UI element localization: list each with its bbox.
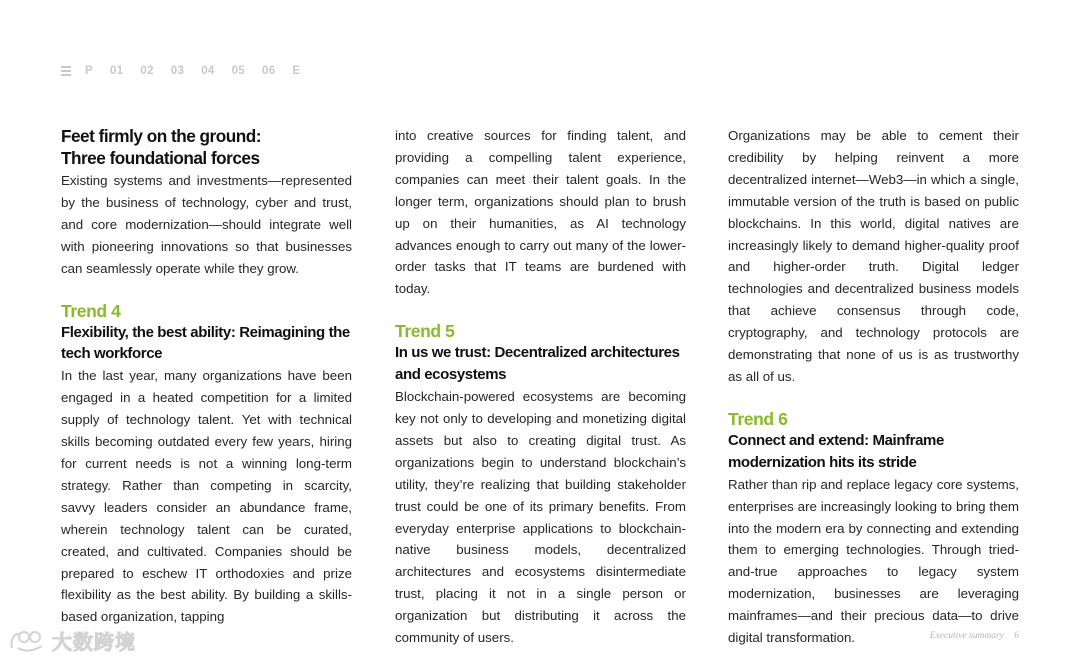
menu-icon[interactable] [61,66,71,76]
trend5-label: Trend 5 [395,321,455,342]
column-2 [395,125,686,649]
page-nav [61,65,317,77]
column-3 [728,125,1019,649]
nav-item-02[interactable]: 02 [140,65,154,77]
trend4-title: Flexibility, the best ability: Reimagining the tech workforce [61,323,350,363]
section-title-line2: Three foundational forces [61,148,260,168]
nav-item-05[interactable]: 05 [231,65,246,77]
nav-item-prologue[interactable]: P [85,65,93,77]
intro-paragraph: Existing systems and investments—represented by the business of technology, cyber and trust, and core modernization—should integrate well with pioneering innovations so that businesses can seamlessly operate while they grow. [61,173,352,276]
nav-item-01[interactable]: 01 [109,65,124,77]
trend5-title: In us we trust: Decentralized architectures and ecosystems [395,344,680,384]
watermark [8,626,136,655]
page-number: 6 [1014,631,1019,641]
section-title-line1: Feet firmly on the ground: [61,126,261,146]
nav-item-04[interactable]: 04 [201,65,215,77]
trend4-paragraph: In the last year, many organizations have been engaged in a heated competition for a limited supply of technology talent. Yet with technical skills becoming outdated every few years, hiring for current needs is not a winning long-term strategy. Rather than competing in scarcity, savvy leaders consider an abundance frame, wherein technology talent can be curated, created, and cultivated. Companies should be prepared to eschew IT orthodoxies and prize flexibility as the best ability. By building a skills-based organization, tapping [61,368,352,625]
watermark-logo-icon [8,628,48,654]
footer-section-name: Executive summary [929,631,1004,641]
trend4-label: Trend 4 [61,300,121,321]
nav-item-epilogue[interactable]: E [292,65,301,77]
watermark-text: 大数跨境 [52,630,136,654]
trend5-paragraph-continued: Organizations may be able to cement their credibility by helping reinvent a more decentralized internet—Web3—in which a single, immutable version of the truth is based on public blockchains. In this world, digital natives are increasingly likely to demand higher-quality proof and higher-order truth. Digital ledger technologies and decentralized business models that achieve consensus through code, cryptography, and technology protocols are demonstrating that none of us is as trustworthy as all of us. [728,128,1019,384]
page-footer [930,631,1019,641]
column-1 [61,125,352,628]
nav-item-03[interactable]: 03 [170,65,185,77]
trend6-title: Connect and extend: Mainframe modernization hits its stride [728,431,944,471]
trend6-label: Trend 6 [728,408,788,429]
nav-item-06[interactable]: 06 [262,65,276,77]
section-title [61,125,352,169]
trend5-paragraph: Blockchain-powered ecosystems are becoming key not only to developing and monetizing digital assets but also to creating digital trust. As organizations begin to understand blockchain’s utility, they’re realizing that building stakeholder trust could be one of its primary benefits. From everyday enterprise applications to blockchain-native business models, decentralized architectures and ecosystems disintermediate trust, placing it not in a single person or organization but distributing it across the community of users. [395,389,686,646]
trend4-paragraph-continued: into creative sources for finding talent, and providing a compelling talent experience, companies can meet their talent goals. In the longer term, organizations should plan to brush up on their humanities, as AI technology advances enough to carry out many of the lower-order tasks that IT teams are burdened with today. [395,128,686,297]
trend6-paragraph: Rather than rip and replace legacy core systems, enterprises are increasingly looking to bring them into the modern era by connecting and extending them to emerging technologies. Through tried-and-true approaches to legacy system modernization, businesses are leveraging mainframes—and their precious data—to drive digital transformation. [728,476,1019,646]
